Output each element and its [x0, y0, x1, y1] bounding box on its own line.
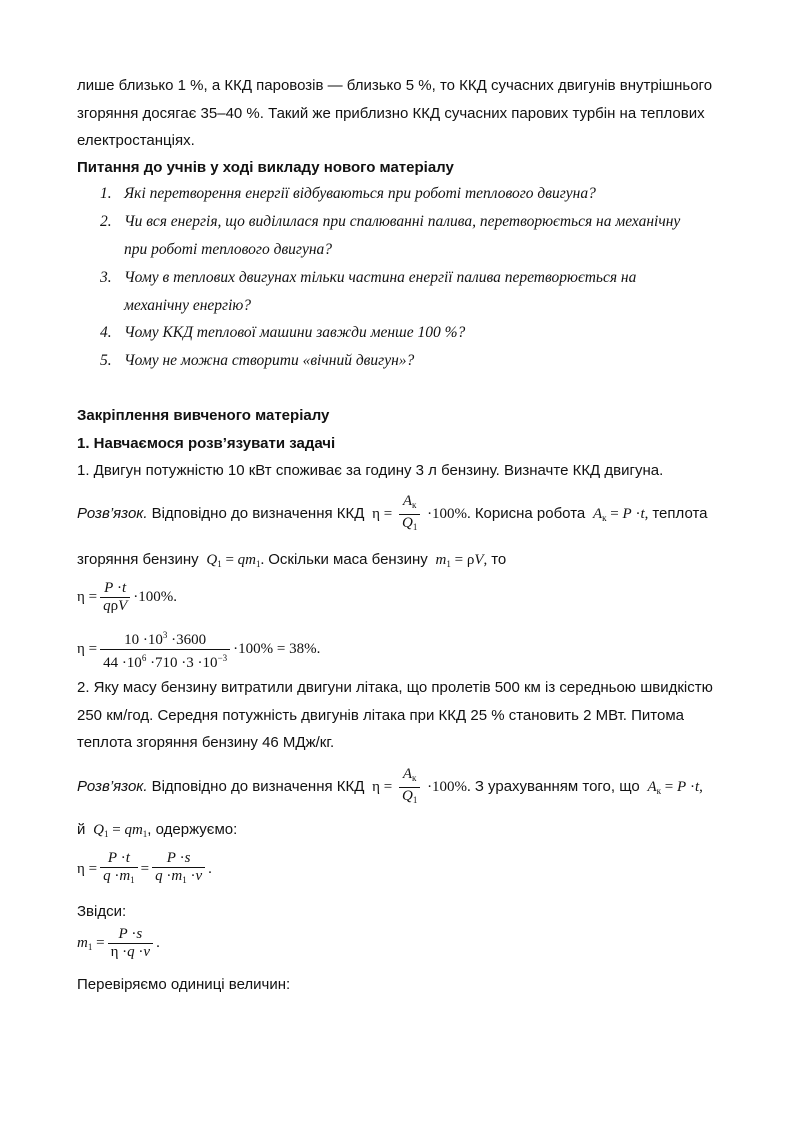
problem-2-line-5: [77, 821, 237, 839]
question-number: 2.: [100, 213, 112, 230]
efficiency-expression: η = $\frac{P \cdot t}{\text{qρV}}$ ·100%.: [77, 580, 177, 614]
question-text: Які перетворення енергії відбуваються при роботі теплового двигуна?: [124, 185, 596, 202]
work-formula: $A_к = P \cdot t$,: [593, 505, 649, 523]
solution-text: Відповідно до визначення ККД: [151, 777, 365, 795]
hence-label: Звідси:: [77, 903, 127, 920]
question-number: 3.: [100, 269, 112, 286]
intro-line-2: згоряння досягає 35–40 %. Такий же приблизно ККД сучасних парових турбін на теплових: [77, 105, 705, 122]
heat-formula: $Q_1 = qm_1$: [93, 822, 148, 839]
then-text: то: [491, 551, 507, 568]
solution-label: Розв’язок.: [77, 504, 148, 522]
heat-text: теплота: [652, 504, 708, 522]
mass-expression: $m_1$ = $\frac{P \cdot s}{\eta \cdot q \cdot v}$ .: [77, 926, 160, 960]
problem-2-solution-line: [77, 766, 703, 809]
work-formula: $A_к = P \cdot t$,: [647, 778, 703, 796]
efficiency-calculation: η = $\frac{10 \cdot 10^3 \cdot 3600}{44 \cdot 10^6 \cdot 710 \cdot 3 \cdot 10^{-3}}$ ·100% = 38%.: [77, 627, 320, 672]
result-value: 38%.: [289, 640, 321, 657]
obtain-text: , одержуємо:: [147, 821, 238, 838]
questions-heading: Питання до учнів у ході викладу нового матеріалу: [77, 159, 454, 176]
intro-line-1: лише близько 1 %, а ККД паровозів — близько 5 %, то ККД сучасних двигунів внутрішнього: [77, 77, 713, 94]
and-text: й: [77, 821, 86, 838]
question-number: 5.: [100, 352, 112, 369]
question-number: 4.: [100, 324, 112, 341]
question-number: 1.: [100, 185, 112, 202]
efficiency-formula: η = $\frac{A_к}{Q_1}$ ·100%.: [368, 493, 471, 532]
question-text-cont: механічну енергію?: [124, 297, 252, 314]
problem-1-statement: 1. Двигун потужністю 10 кВт споживає за годину 3 л бензину. Визначте ККД двигуна.: [77, 462, 664, 479]
problem-1-line-3: [77, 551, 506, 569]
solution-label: Розв’язок.: [77, 777, 148, 795]
intro-line-3: електростанціях.: [77, 132, 195, 149]
question-text-cont: при роботі теплового двигуна?: [124, 241, 333, 258]
problem-2-line-2: 250 км/год. Середня потужність двигунів літака при ККД 25 % становить 2 МВт. Питома: [77, 707, 684, 724]
solution-text: Відповідно до визначення ККД: [151, 504, 365, 522]
mass-formula: $m_1 = \rho V$,: [435, 552, 488, 569]
tasks-heading: 1. Навчаємося розв’язувати задачі: [77, 435, 336, 452]
mass-text: Оскільки маса бензину: [268, 551, 428, 568]
question-text: Чому не можна створити «вічний двигун»?: [124, 352, 415, 369]
problem-2-line-1: 2. Яку масу бензину витратили двигуни літака, що пролетів 500 км із середньою швидкістю: [77, 679, 713, 696]
question-text: Чому в теплових двигунах тільки частина енергії палива перетворюється на: [124, 269, 637, 286]
heat-formula: $Q_1 = qm_1$.: [206, 552, 265, 569]
consolidation-heading: Закріплення вивченого матеріалу: [77, 407, 330, 424]
problem-1-solution-line: [77, 493, 708, 536]
combustion-text: згоряння бензину: [77, 551, 199, 568]
useful-work-text: Корисна робота: [474, 504, 586, 522]
check-units-label: Перевіряємо одиниці величин:: [77, 976, 291, 993]
efficiency-expression-2: η = $\frac{P \cdot t}{q \cdot m_1}$ = $\frac{P \cdot s}{q \cdot m_1 \cdot v}$ .: [77, 850, 212, 885]
question-text: Чи вся енергія, що виділилася при спалюванні палива, перетворюється на механічну: [124, 213, 681, 230]
efficiency-formula: η = $\frac{A_к}{Q_1}$ ·100%.: [368, 766, 471, 805]
question-text: Чому ККД теплової машини завжди менше 100 %?: [124, 324, 466, 341]
problem-2-line-3: теплота згоряння бензину 46 МДж/кг.: [77, 734, 335, 751]
considering-text: З урахуванням того, що: [474, 777, 640, 795]
